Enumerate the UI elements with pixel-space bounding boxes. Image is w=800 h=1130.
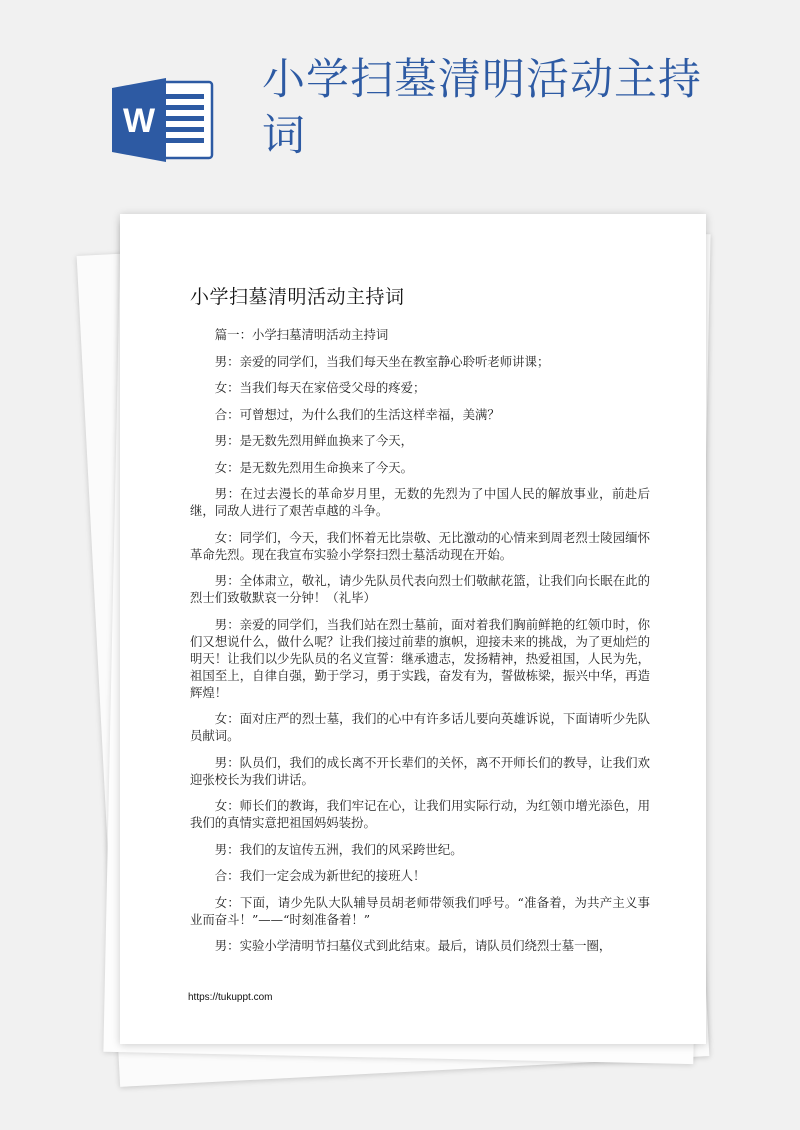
paragraph: 男：亲爱的同学们，当我们每天坐在教室静心聆听老师讲课； xyxy=(214,353,550,369)
paragraph: 女：下面，请少先队大队辅导员胡老师带领我们呼号。“准备着，为共产主义事业而奋斗！”——“时刻准备着！” xyxy=(190,894,650,927)
paragraph: 合：我们一定会成为新世纪的接班人！ xyxy=(214,868,426,883)
paragraph: 女：是无数先烈用生命换来了今天。 xyxy=(214,459,414,475)
document-page xyxy=(120,214,706,1044)
paragraph: 男：全体肃立，敬礼，请少先队员代表向烈士们敬献花篮，让我们向长眠在此的烈士们致敬默哀一分钟！（礼毕） xyxy=(190,573,650,605)
paragraph: 男：队员们，我们的成长离不开长辈们的关怀，离不开师长们的教导，让我们欢迎张校长为我们讲话。 xyxy=(190,754,650,787)
paragraph: 篇一：小学扫墓清明活动主持词 xyxy=(214,327,389,342)
footer-url[interactable]: https://tukuppt.com xyxy=(188,992,273,1003)
paragraph: 男：我们的友谊传五洲，我们的风采跨世纪。 xyxy=(214,841,463,857)
paragraph: 女：面对庄严的烈士墓，我们的心中有许多话儿要向英雄诉说，下面请听少先队员献词。 xyxy=(190,711,650,743)
document-title: 小学扫墓清明活动主持词 xyxy=(190,286,405,308)
document-body xyxy=(190,326,650,964)
paragraph: 合：可曾想过，为什么我们的生活这样幸福，美满？ xyxy=(214,406,500,422)
paragraph: 男：在过去漫长的革命岁月里，无数的先烈为了中国人民的解放事业，前赴后继，同敌人进行了艰苦卓越的斗争。 xyxy=(190,486,650,518)
paragraph: 女：师长们的教诲，我们牢记在心，让我们用实际行动，为红领巾增光添色，用我们的真情实意把祖国妈妈装扮。 xyxy=(190,798,650,830)
page-title: 小学扫墓清明活动主持词 xyxy=(262,55,702,161)
paragraph: 男：实验小学清明节扫墓仪式到此结束。最后，请队员们绕烈士墓一圈， xyxy=(214,938,612,953)
paragraph: 女：同学们，今天，我们怀着无比崇敬、无比激动的心情来到周老烈士陵园缅怀革命先烈。现在我宣布实验小学祭扫烈士墓活动现在开始。 xyxy=(190,529,650,562)
paragraph: 男：亲爱的同学们，当我们站在烈士墓前，面对着我们胸前鲜艳的红领巾时，你们又想说什么，做什么呢？让我们接过前辈的旗帜，迎接未来的挑战，为了更灿烂的明天！让我们以少先队员的名义宣誓：继承遗志，发扬精神，热爱祖国，人民为先，祖国至上，自律自强，勤于学习，勇于实践，奋发有为，誓做栋梁，振兴中华，再造辉煌！ xyxy=(190,616,650,700)
paragraph: 男：是无数先烈用鲜血换来了今天， xyxy=(214,433,414,448)
word-document-icon xyxy=(110,78,214,162)
word-logo-letter: W xyxy=(122,102,156,140)
paragraph: 女：当我们每天在家倍受父母的疼爱； xyxy=(214,380,426,395)
